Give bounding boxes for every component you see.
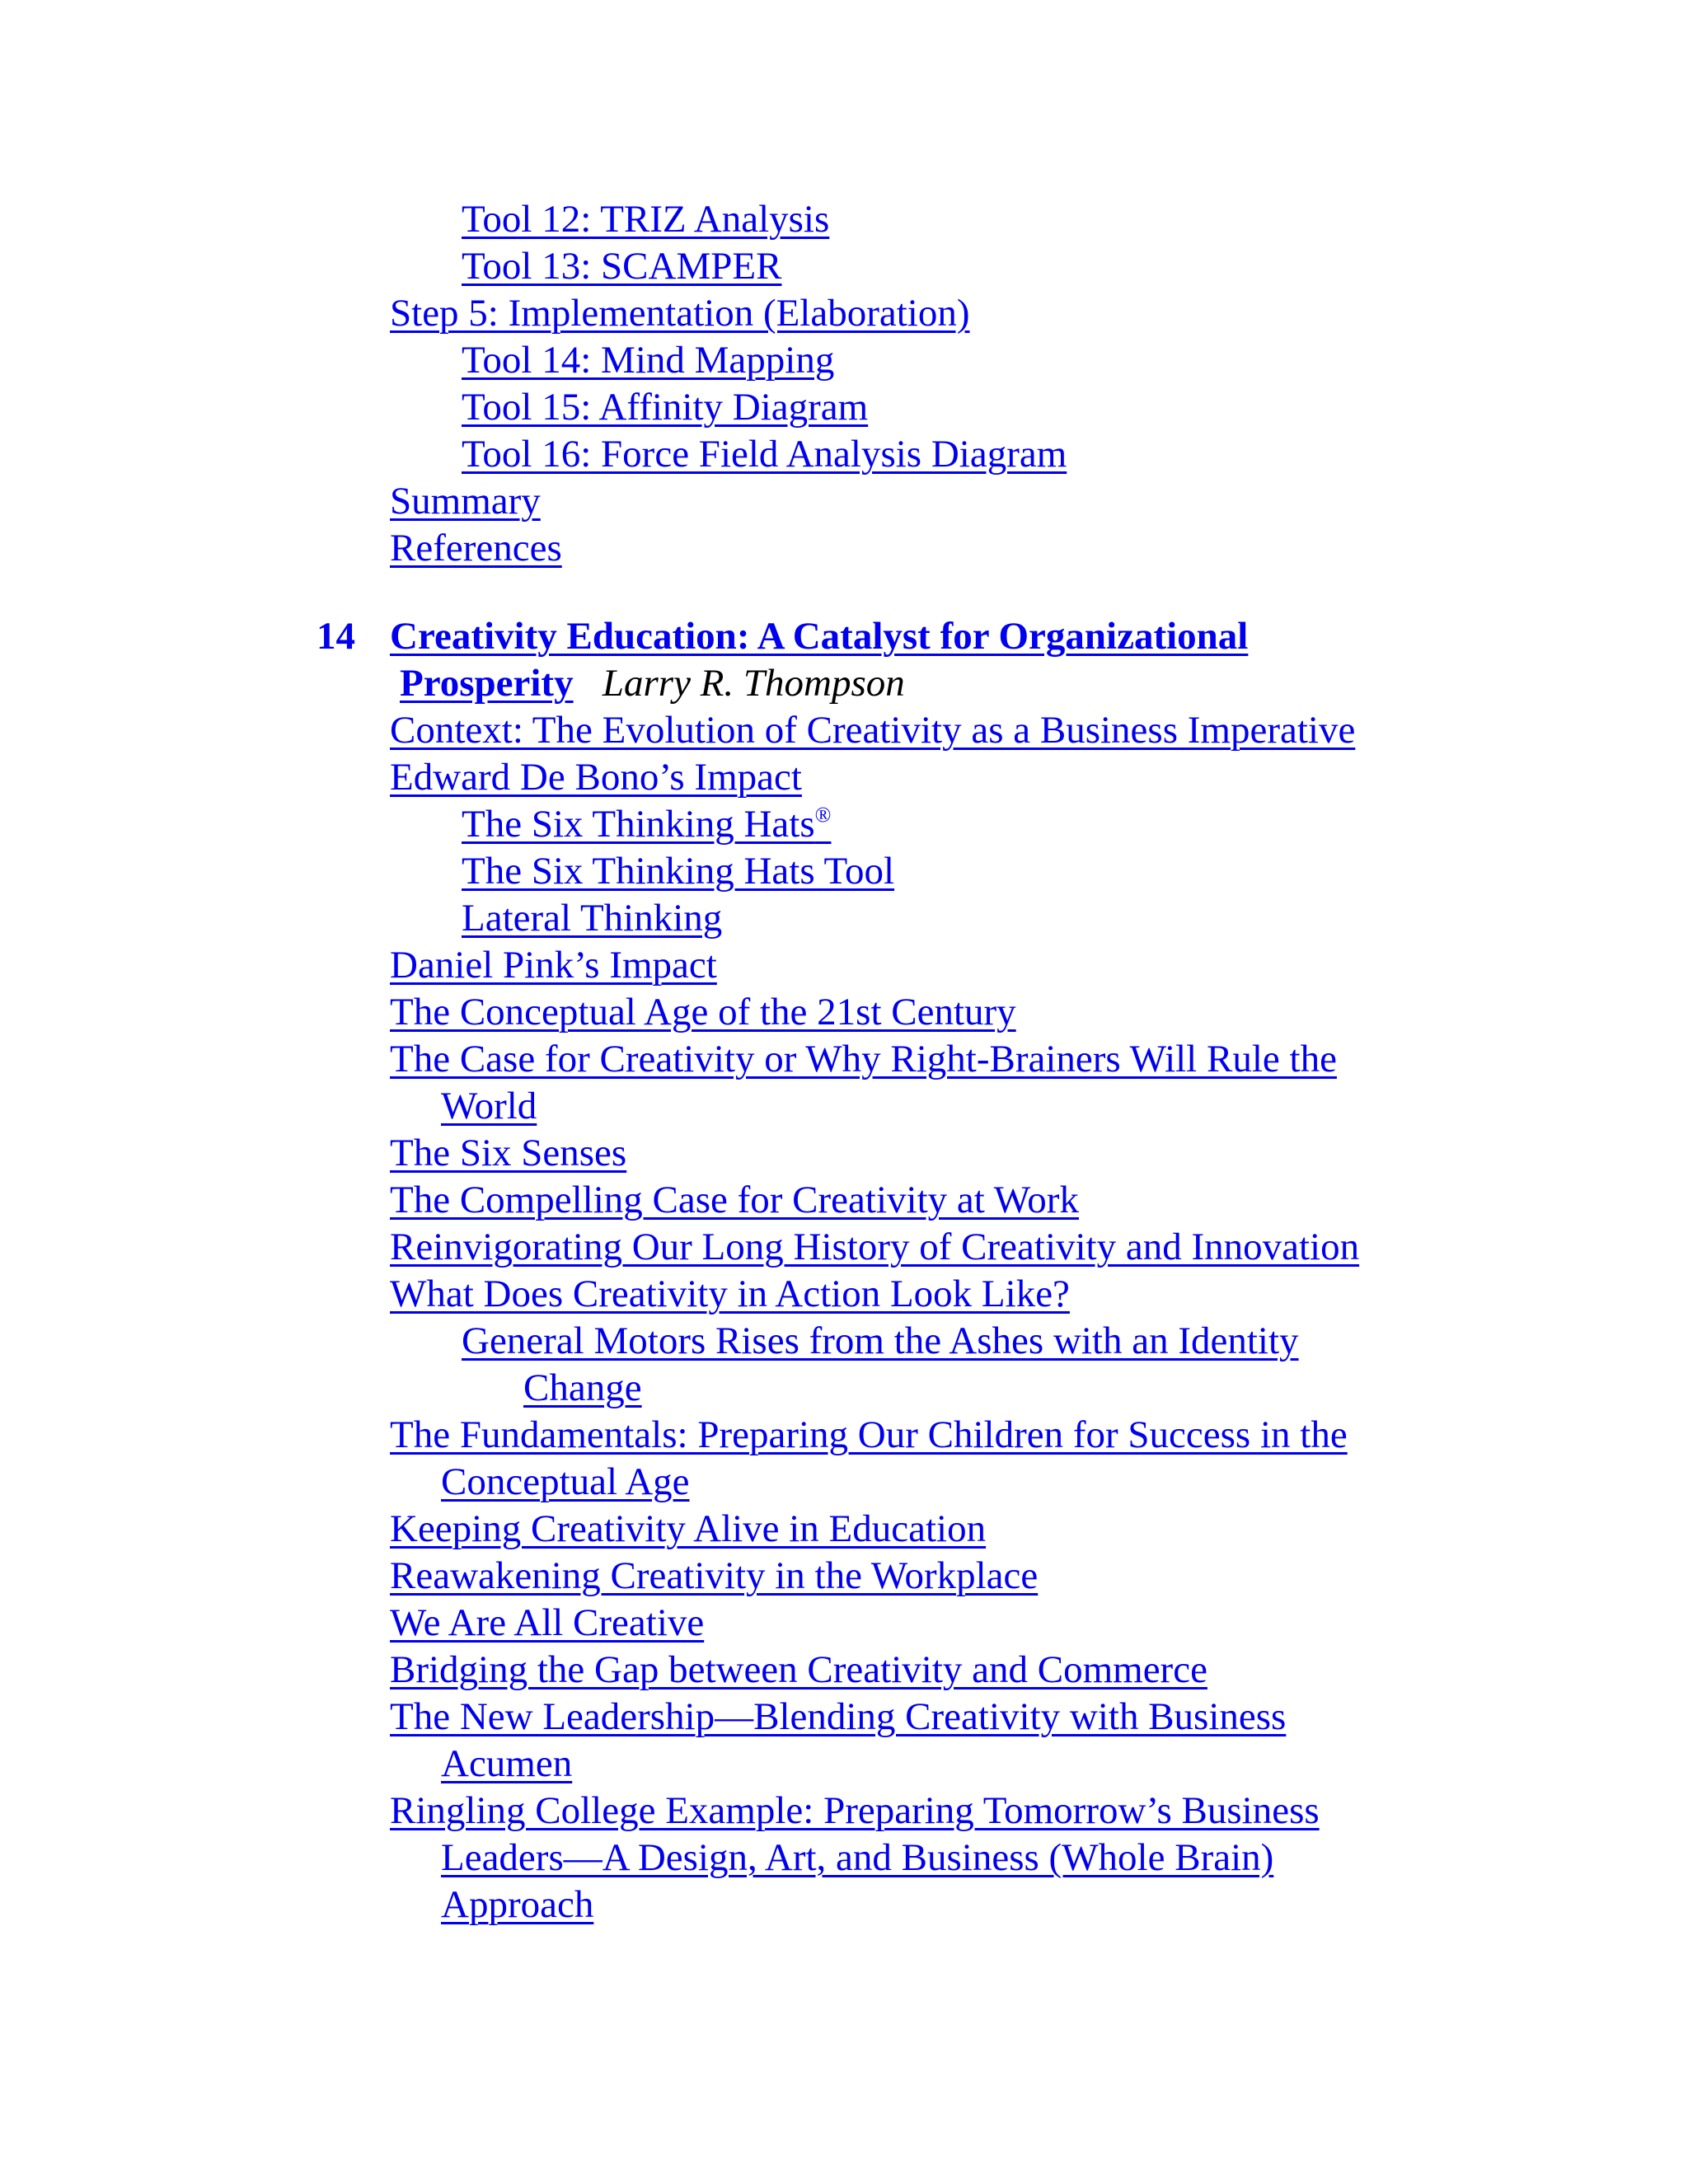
toc-entry-fundamentals-continued — [441, 1459, 690, 1506]
toc-link-case-continued[interactable]: World — [441, 1085, 537, 1127]
toc-link-pink[interactable]: Daniel Pink’s Impact — [390, 944, 717, 987]
toc-entry-fundamentals — [390, 1412, 1348, 1459]
toc-link-compelling[interactable]: The Compelling Case for Creativity at Work — [390, 1179, 1079, 1221]
toc-link-tool-12[interactable]: Tool 12: TRIZ Analysis — [462, 198, 830, 241]
toc-entry-all-creative — [390, 1600, 704, 1647]
toc-entry-ringling-continued — [441, 1835, 1273, 1882]
chapter-14-heading-continued — [400, 660, 905, 707]
toc-entry-step-5 — [390, 290, 970, 337]
toc-link-lateral[interactable]: Lateral Thinking — [462, 897, 723, 940]
toc-entry-six-hats-tool — [462, 848, 894, 895]
chapter-14-heading — [316, 613, 1248, 660]
registered-mark: ® — [814, 803, 832, 827]
toc-entry-tool-12 — [462, 196, 829, 243]
toc-entry-six-hats — [462, 801, 831, 848]
toc-entry-pink — [390, 942, 717, 989]
toc-link-gm-continued[interactable]: Change — [523, 1366, 642, 1409]
toc-link-keeping[interactable]: Keeping Creativity Alive in Education — [390, 1507, 987, 1550]
toc-entry-summary — [390, 478, 541, 525]
toc-entry-gm — [462, 1318, 1299, 1365]
toc-link-ringling-continued[interactable]: Leaders—A Design, Art, and Business (Whole Brain) — [441, 1836, 1274, 1879]
toc-link-six-hats-tool[interactable]: The Six Thinking Hats Tool — [462, 850, 895, 893]
toc-entry-keeping — [390, 1506, 986, 1553]
toc-link-summary[interactable]: Summary — [390, 480, 541, 523]
toc-entry-debono — [390, 754, 802, 801]
toc-entry-case — [390, 1036, 1337, 1083]
toc-entry-tool-13 — [462, 243, 781, 290]
toc-entry-reawakening — [390, 1553, 1038, 1600]
chapter-title-line-2[interactable]: Prosperity — [400, 662, 574, 705]
toc-entry-compelling — [390, 1177, 1079, 1224]
toc-entry-references — [390, 525, 562, 572]
toc-link-six-senses[interactable]: The Six Senses — [390, 1132, 627, 1174]
chapter-title-line-1: Creativity Education: A Catalyst for Organizational — [390, 615, 1249, 658]
toc-link-leadership[interactable]: The New Leadership—Blending Creativity with Business — [390, 1695, 1287, 1738]
toc-entry-tool-16 — [462, 431, 1067, 478]
toc-entry-reinvigorating — [390, 1224, 1359, 1271]
toc-link-tool-15[interactable]: Tool 15: Affinity Diagram — [462, 386, 869, 429]
chapter-14-title-link[interactable] — [316, 615, 1248, 658]
toc-entry-case-continued — [441, 1083, 537, 1130]
toc-link-tool-16[interactable]: Tool 16: Force Field Analysis Diagram — [462, 433, 1067, 476]
toc-link-action[interactable]: What Does Creativity in Action Look Like? — [390, 1272, 1070, 1315]
toc-link-leadership-continued[interactable]: Acumen — [441, 1742, 573, 1785]
toc-entry-ringling — [390, 1788, 1320, 1835]
toc-entry-leadership — [390, 1694, 1286, 1741]
toc-entry-lateral — [462, 895, 722, 942]
toc-link-conceptual-age[interactable]: The Conceptual Age of the 21st Century — [390, 991, 1016, 1033]
toc-link-case[interactable]: The Case for Creativity or Why Right-Brainers Will Rule the — [390, 1038, 1337, 1080]
toc-link-context[interactable]: Context: The Evolution of Creativity as a Business Imperative — [390, 709, 1356, 752]
toc-entry-ringling-continued-2 — [441, 1882, 593, 1929]
toc-entry-tool-15 — [462, 384, 868, 431]
toc-link-reinvigorating[interactable]: Reinvigorating Our Long History of Creativity and Innovation — [390, 1226, 1360, 1268]
six-hats-label: The Six Thinking Hats — [462, 803, 815, 846]
toc-entry-bridging — [390, 1647, 1207, 1694]
toc-link-tool-14[interactable]: Tool 14: Mind Mapping — [462, 339, 835, 382]
toc-link-ringling-continued-2[interactable]: Approach — [441, 1883, 594, 1926]
toc-link-ringling[interactable]: Ringling College Example: Preparing Tomorrow’s Business — [390, 1789, 1320, 1832]
toc-link-all-creative[interactable]: We Are All Creative — [390, 1601, 705, 1644]
toc-link-tool-13[interactable]: Tool 13: SCAMPER — [462, 245, 782, 288]
toc-link-debono[interactable]: Edward De Bono’s Impact — [390, 756, 802, 799]
chapter-author: Larry R. Thompson — [602, 662, 905, 705]
toc-entry-action — [390, 1271, 1070, 1318]
toc-link-references[interactable]: References — [390, 527, 562, 569]
toc-link-reawakening[interactable]: Reawakening Creativity in the Workplace — [390, 1554, 1039, 1597]
toc-link-fundamentals-continued[interactable]: Conceptual Age — [441, 1460, 690, 1503]
chapter-number: 14 — [316, 615, 355, 658]
toc-entry-six-senses — [390, 1130, 626, 1177]
toc-entry-leadership-continued — [441, 1741, 572, 1788]
toc-entry-context — [390, 707, 1355, 754]
toc-entry-tool-14 — [462, 337, 834, 384]
toc-entry-gm-continued — [523, 1365, 642, 1412]
toc-entry-conceptual-age — [390, 989, 1016, 1036]
toc-link-bridging[interactable]: Bridging the Gap between Creativity and Commerce — [390, 1648, 1207, 1691]
toc-link-fundamentals[interactable]: The Fundamentals: Preparing Our Children for Success in the — [390, 1413, 1348, 1456]
toc-link-step-5[interactable]: Step 5: Implementation (Elaboration) — [390, 292, 970, 335]
toc-link-six-hats[interactable] — [462, 803, 831, 846]
toc-link-gm[interactable]: General Motors Rises from the Ashes with an Identity — [462, 1319, 1299, 1362]
